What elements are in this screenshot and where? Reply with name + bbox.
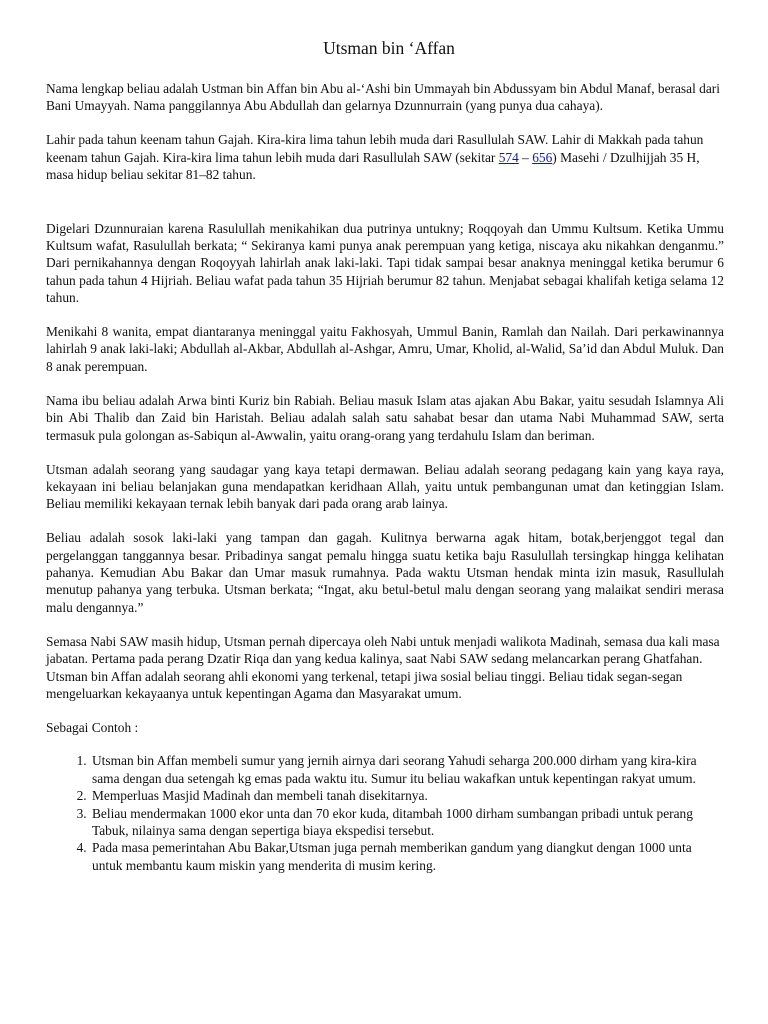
- list-item: 4. Pada masa pemerintahan Abu Bakar,Utsman juga pernah memberikan gandum yang diangkut dengan 1000 unta untuk membantu kaum miskin yang menderita di musim kering.: [90, 839, 724, 874]
- examples-list: [46, 752, 724, 874]
- year-link-574[interactable]: 574: [498, 149, 519, 165]
- list-item: 3. Beliau mendermakan 1000 ekor unta dan 70 ekor kuda, ditambah 1000 dirham sumbangan pribadi untuk perang Tabuk, nilainya sama dengan sepertiga biaya ekspedisi tersebut.: [90, 805, 724, 840]
- paragraph-birth: [46, 131, 724, 183]
- list-intro: Sebagai Contoh :: [46, 719, 139, 735]
- paragraph-name: Nama lengkap beliau adalah Ustman bin Affan bin Abu al-‘Ashi bin Ummayah bin Abdussyam bin Abdul Manaf, berasal dari Bani Umayyah. Nama panggilannya Abu Abdullah dan gelarnya Dzunnurrain (yang punya dua cahaya).: [46, 81, 720, 114]
- paragraph-title-dzunnurain: Digelari Dzunnuraian karena Rasulullah menikahikan dua putrinya untukny; Roqqoyah dan Ummu Kultsum. Ketika Ummu Kultsum wafat, Rasulullah berkata; “ Sekiranya kami punya anak perempuan yang ketiga, niscaya aku nikahkan denganmu.” Dari pernikahannya dengan Roqoyyah lahirlah anak laki-laki. Tapi tidak sampai besar anaknya meninggal ketika berumur 6 tahun pada tahun 4 Hijriah. Beliau wafat pada tahun 35 Hijriah berumur 82 tahun. Menjabat sebagai khalifah ketiga selama 12 tahun.: [46, 220, 724, 306]
- list-item: 1. Utsman bin Affan membeli sumur yang jernih airnya dari seorang Yahudi seharga 200.000 dirham yang kira-kira sama dengan dua setengah kg emas pada waktu itu. Sumur itu beliau wakafkan untuk kepentingan rakyat umum.: [90, 752, 724, 787]
- birth-text-before: Lahir pada tahun keenam tahun Gajah. Kira-kira lima tahun lebih muda dari Rasullulah SAW. Lahir di Makkah pada tahun keenam tahun Gajah. Kira-kira lima tahun lebih muda dari Rasullulah SAW (sekitar: [46, 132, 704, 165]
- year-link-656[interactable]: 656: [532, 149, 553, 165]
- document-title: Utsman bin ‘Affan: [323, 38, 455, 58]
- list-item: 2. Memperluas Masjid Madinah dan membeli tanah disekitarnya.: [90, 787, 724, 804]
- paragraph-appearance: Beliau adalah sosok laki-laki yang tampan dan gagah. Kulitnya berwarna agak hitam, botak,berjenggot tegal dan pergelanggan tanggannya besar. Pribadinya sangat pemalu hingga suatu ketika baju Rasulullah tersingkap hingga kelihatan pahanya. Kemudian Abu Bakar dan Umar masuk rumahnya. Pada waktu Utsman hendak minta izin masuk, Rasullulah menutup pahanya yang terbuka. Utsman berkata; “Ingat, aku betul-betul malu dengan seorang yang malaikat sendiri merasa malu dengannya.”: [46, 530, 724, 615]
- paragraph-mother-islam: Nama ibu beliau adalah Arwa binti Kuriz bin Rabiah. Beliau masuk Islam atas ajakan Abu Bakar, yaitu sesudah Islamnya Ali bin Abi Thalib dan Zaid bin Haristah. Beliau adalah salah satu sahabat besar dan utama Nabi Muhammad SAW, serta termasuk pula golongan as-Sabiqun al-Awwalin, yaitu orang-orang yang terdahulu Islam dan beriman.: [46, 392, 724, 443]
- paragraph-wives-children: Menikahi 8 wanita, empat diantaranya meninggal yaitu Fakhosyah, Ummul Banin, Ramlah dan Nailah. Dari perkawinannya lahirlah 9 anak laki-laki; Abdullah al-Akbar, Abdullah al-Ashgar, Amru, Umar, Kholid, al-Walid, Sa’id dan Abdul Muluk. Dan 8 anak perempuan.: [46, 324, 724, 374]
- year-dash: –: [518, 149, 533, 165]
- paragraph-mayor: Semasa Nabi SAW masih hidup, Utsman pernah dipercaya oleh Nabi untuk menjadi walikota Madinah, semasa dua kali masa jabatan. Pertama pada perang Dzatir Riqa dan yang kedua kalinya, saat Nabi SAW sedang melancarkan perang Ghatfahan.: [46, 633, 720, 667]
- paragraph-wealth: Utsman adalah seorang yang saudagar yang kaya tetapi dermawan. Beliau adalah seorang pedagang kain yang kaya raya, kekayaan ini beliau belanjakan guna mendapatkan keridhaan Allah, yaitu untuk pembangunan umat dan ketinggian Islam. Beliau memiliki kekayaan ternak lebih banyak dari pada orang arab lainya.: [46, 461, 724, 512]
- paragraph-economist: Utsman bin Affan adalah seorang ahli ekonomi yang terkenal, tetapi jiwa sosial beliau tinggi. Beliau tidak segan-segan mengeluarkan kekayaanya untuk kepentingan Agama dan Masyarakat umum.: [46, 668, 683, 701]
- birth-text-after: ) Masehi / Dzulhijjah 35 H, masa hidup beliau sekitar 81–82 tahun.: [46, 149, 700, 183]
